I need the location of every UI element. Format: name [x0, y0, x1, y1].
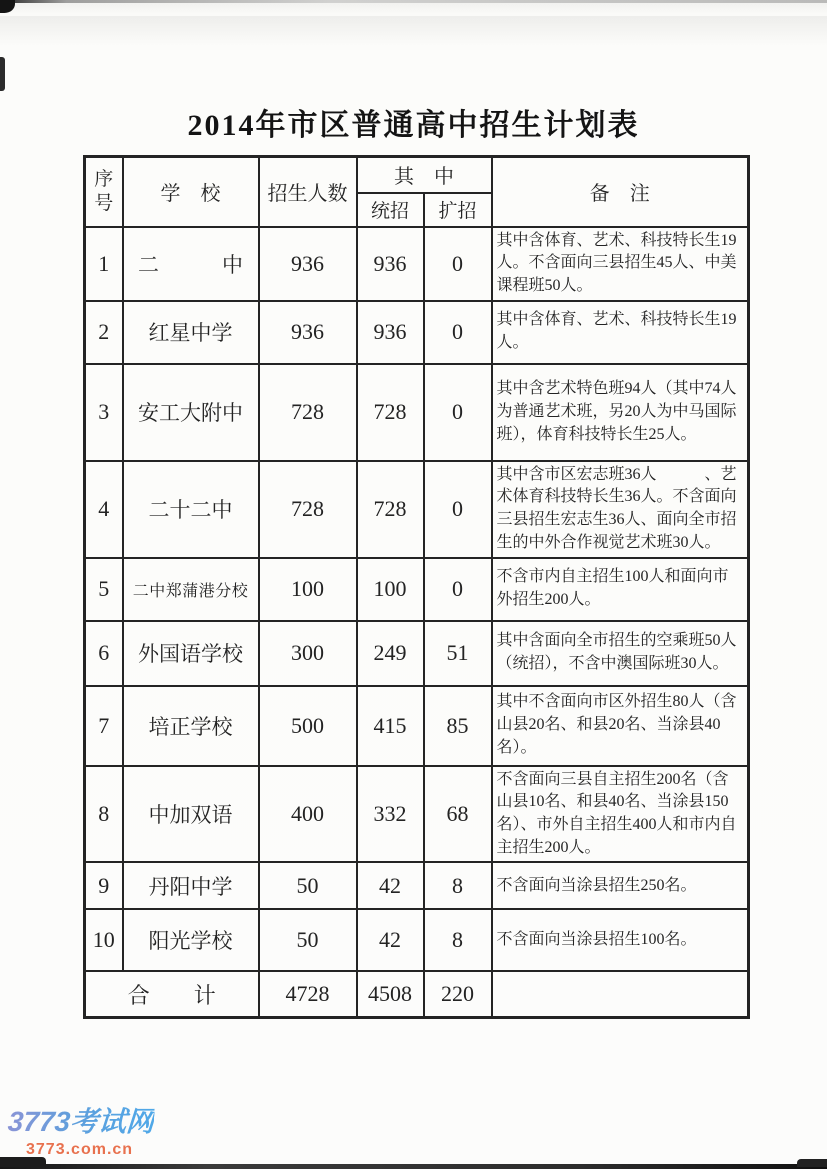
cell-total-regular: 4508 [357, 971, 424, 1017]
cell-no: 10 [85, 909, 123, 971]
cell-plan: 50 [259, 909, 357, 971]
cell-remark: 其中含体育、艺术、科技特长生19人。不含面向三县招生45人、中美课程班50人。 [492, 227, 749, 301]
cell-school: 二 中 [123, 227, 259, 301]
cell-regular: 42 [357, 862, 424, 909]
table-row [85, 686, 749, 766]
scan-artifact-shadow-band [0, 16, 827, 46]
cell-remark: 其中含艺术特色班94人（其中74人为普通艺术班，另20人为中马国际班），体育科技特长生25人。 [492, 364, 749, 461]
cell-plan: 936 [259, 227, 357, 301]
cell-remark: 不含面向三县自主招生200名（含山县10名、和县40名、当涂县150名）、市外自主招生400人和市内自主招生200人。 [492, 766, 749, 863]
cell-no: 6 [85, 621, 123, 686]
site-watermark [8, 1100, 228, 1159]
cell-school: 中加双语 [123, 766, 259, 863]
cell-no: 4 [85, 461, 123, 558]
cell-remark: 不含市内自主招生100人和面向市外招生200人。 [492, 558, 749, 621]
cell-total-expanded: 220 [424, 971, 492, 1017]
col-header-expanded: 扩招 [424, 193, 492, 227]
cell-remark: 其中含体育、艺术、科技特长生19人。 [492, 301, 749, 364]
cell-total-remark [492, 971, 749, 1017]
col-header-among: 其 中 [357, 157, 492, 193]
cell-no: 2 [85, 301, 123, 364]
table-row [85, 766, 749, 863]
cell-no: 1 [85, 227, 123, 301]
cell-no: 5 [85, 558, 123, 621]
table-row [85, 909, 749, 971]
cell-expanded: 51 [424, 621, 492, 686]
cell-no: 3 [85, 364, 123, 461]
cell-no: 7 [85, 686, 123, 766]
cell-plan: 936 [259, 301, 357, 364]
cell-regular: 332 [357, 766, 424, 863]
cell-plan: 728 [259, 364, 357, 461]
cell-school: 安工大附中 [123, 364, 259, 461]
col-header-regular: 统招 [357, 193, 424, 227]
cell-plan: 100 [259, 558, 357, 621]
cell-expanded: 85 [424, 686, 492, 766]
cell-school: 阳光学校 [123, 909, 259, 971]
cell-expanded: 0 [424, 558, 492, 621]
cell-remark: 其中不含面向市区外招生80人（含山县20名、和县20名、当涂县40名）。 [492, 686, 749, 766]
cell-total-plan: 4728 [259, 971, 357, 1017]
cell-expanded: 0 [424, 227, 492, 301]
scan-artifact-left-edge [0, 57, 5, 91]
cell-expanded: 0 [424, 364, 492, 461]
table-row [85, 227, 749, 301]
cell-remark: 其中含面向全市招生的空乘班50人（统招），不含中澳国际班30人。 [492, 621, 749, 686]
cell-plan: 728 [259, 461, 357, 558]
table-row [85, 862, 749, 909]
cell-school: 二中郑蒲港分校 [123, 558, 259, 621]
watermark-logo-text: 3773考试网 [7, 1100, 156, 1140]
enrollment-plan-table [83, 155, 750, 1019]
cell-regular: 728 [357, 364, 424, 461]
cell-regular: 936 [357, 227, 424, 301]
total-row [85, 971, 749, 1017]
cell-school: 红星中学 [123, 301, 259, 364]
cell-remark: 不含面向当涂县招生250名。 [492, 862, 749, 909]
cell-plan: 400 [259, 766, 357, 863]
cell-expanded: 0 [424, 301, 492, 364]
header-row-1 [85, 157, 749, 193]
cell-plan: 300 [259, 621, 357, 686]
watermark-site-url: 3773.com.cn [26, 1141, 134, 1158]
cell-school: 培正学校 [123, 686, 259, 766]
cell-regular: 415 [357, 686, 424, 766]
cell-remark: 不含面向当涂县招生100名。 [492, 909, 749, 971]
cell-school: 二十二中 [123, 461, 259, 558]
col-header-plan: 招生人数 [259, 157, 357, 227]
cell-plan: 500 [259, 686, 357, 766]
scan-artifact-top-edge [0, 0, 827, 3]
cell-regular: 249 [357, 621, 424, 686]
col-header-index: 序号 [85, 157, 123, 227]
table-row [85, 301, 749, 364]
cell-school: 外国语学校 [123, 621, 259, 686]
cell-regular: 936 [357, 301, 424, 364]
cell-remark: 其中含市区宏志班36人 、艺术体育科技特长生36人。不含面向三县招生宏志生36人、面向全市招生的中外合作视觉艺术班30人。 [492, 461, 749, 558]
scan-artifact-bottom-right-corner [797, 1159, 827, 1167]
cell-school: 丹阳中学 [123, 862, 259, 909]
page-title: 2014年市区普通高中招生计划表 [187, 109, 640, 142]
cell-expanded: 0 [424, 461, 492, 558]
cell-regular: 42 [357, 909, 424, 971]
cell-total-label: 合 计 [85, 971, 259, 1017]
cell-expanded: 68 [424, 766, 492, 863]
cell-expanded: 8 [424, 862, 492, 909]
scan-artifact-bottom-edge [0, 1164, 827, 1169]
cell-regular: 100 [357, 558, 424, 621]
table-row [85, 558, 749, 621]
cell-no: 9 [85, 862, 123, 909]
table-row [85, 364, 749, 461]
col-header-remark: 备 注 [492, 157, 749, 227]
cell-plan: 50 [259, 862, 357, 909]
cell-no: 8 [85, 766, 123, 863]
table-row [85, 621, 749, 686]
col-header-school: 学 校 [123, 157, 259, 227]
scan-artifact-top-left-corner [0, 0, 15, 13]
cell-expanded: 8 [424, 909, 492, 971]
table-row [85, 461, 749, 558]
cell-regular: 728 [357, 461, 424, 558]
